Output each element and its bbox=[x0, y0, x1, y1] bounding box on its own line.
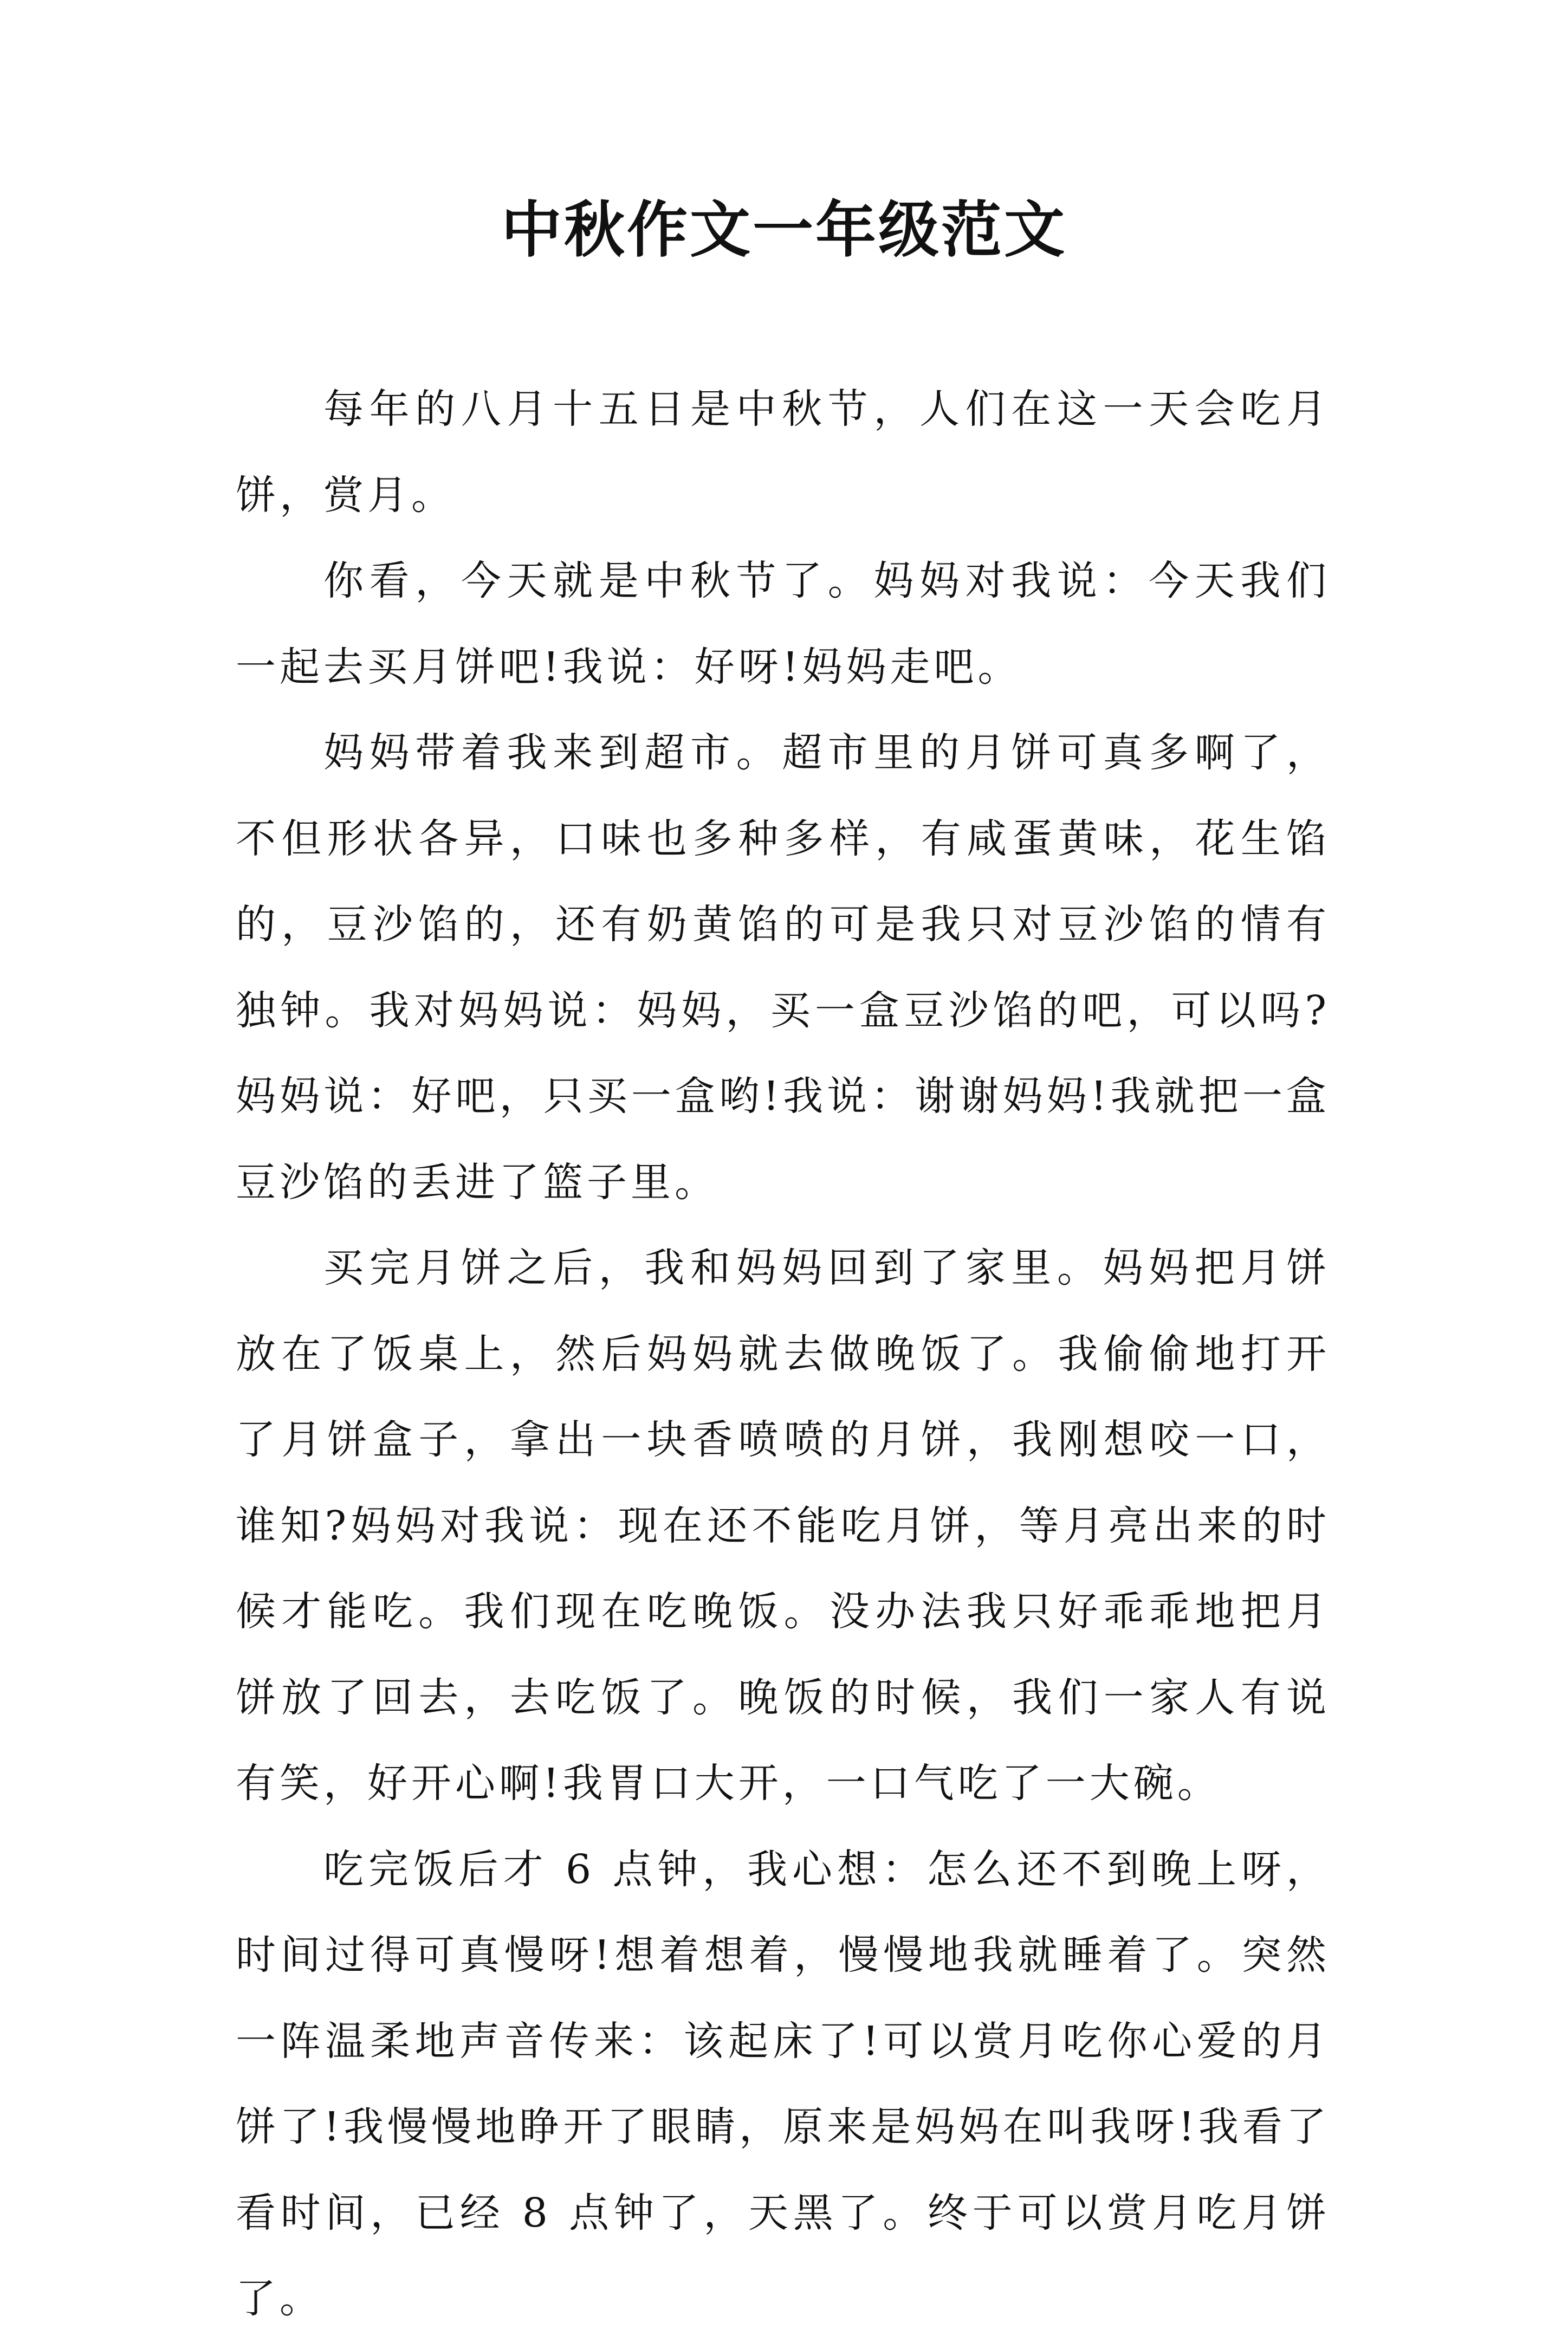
paragraph-2: 你看，今天就是中秋节了。妈妈对我说：今天我们一起去买月饼吧!我说：好呀!妈妈走吧。 bbox=[236, 558, 1330, 690]
document-title: 中秋作文一年级范文 bbox=[501, 195, 1067, 266]
paragraph-1: 每年的八月十五日是中秋节，人们在这一天会吃月饼，赏月。 bbox=[236, 386, 1330, 519]
paragraph-5: 吃完饭后才 6 点钟，我心想：怎么还不到晚上呀，时间过得可真慢呀!想着想着，慢慢地我就睡着了。突然一阵温柔地声音传来：该起床了!可以赏月吃你心爱的月饼了!我慢慢地睁开了眼睛，原来是妈妈在叫我呀!我看了看时间，已经 8 点钟了，天黑了。终于可以赏月吃月饼了。 bbox=[236, 1846, 1330, 2322]
document-body bbox=[236, 366, 1330, 2342]
paragraph-4: 买完月饼之后，我和妈妈回到了家里。妈妈把月饼放在了饭桌上，然后妈妈就去做晚饭了。我偷偷地打开了月饼盒子，拿出一块香喷喷的月饼，我刚想咬一口，谁知?妈妈对我说：现在还不能吃月饼，等月亮出来的时候才能吃。我们现在吃晚饭。没办法我只好乖乖地把月饼放了回去，去吃饭了。晚饭的时候，我们一家人有说有笑，好开心啊!我胃口大开，一口气吃了一大碗。 bbox=[236, 1245, 1330, 1807]
paragraph-3: 妈妈带着我来到超市。超市里的月饼可真多啊了，不但形状各异，口味也多种多样，有咸蛋黄味，花生馅的，豆沙馅的，还有奶黄馅的可是我只对豆沙馅的情有独钟。我对妈妈说：妈妈，买一盒豆沙馅的吧，可以吗?妈妈说：好吧，只买一盒哟!我说：谢谢妈妈!我就把一盒豆沙馅的丢进了篮子里。 bbox=[236, 729, 1330, 1206]
